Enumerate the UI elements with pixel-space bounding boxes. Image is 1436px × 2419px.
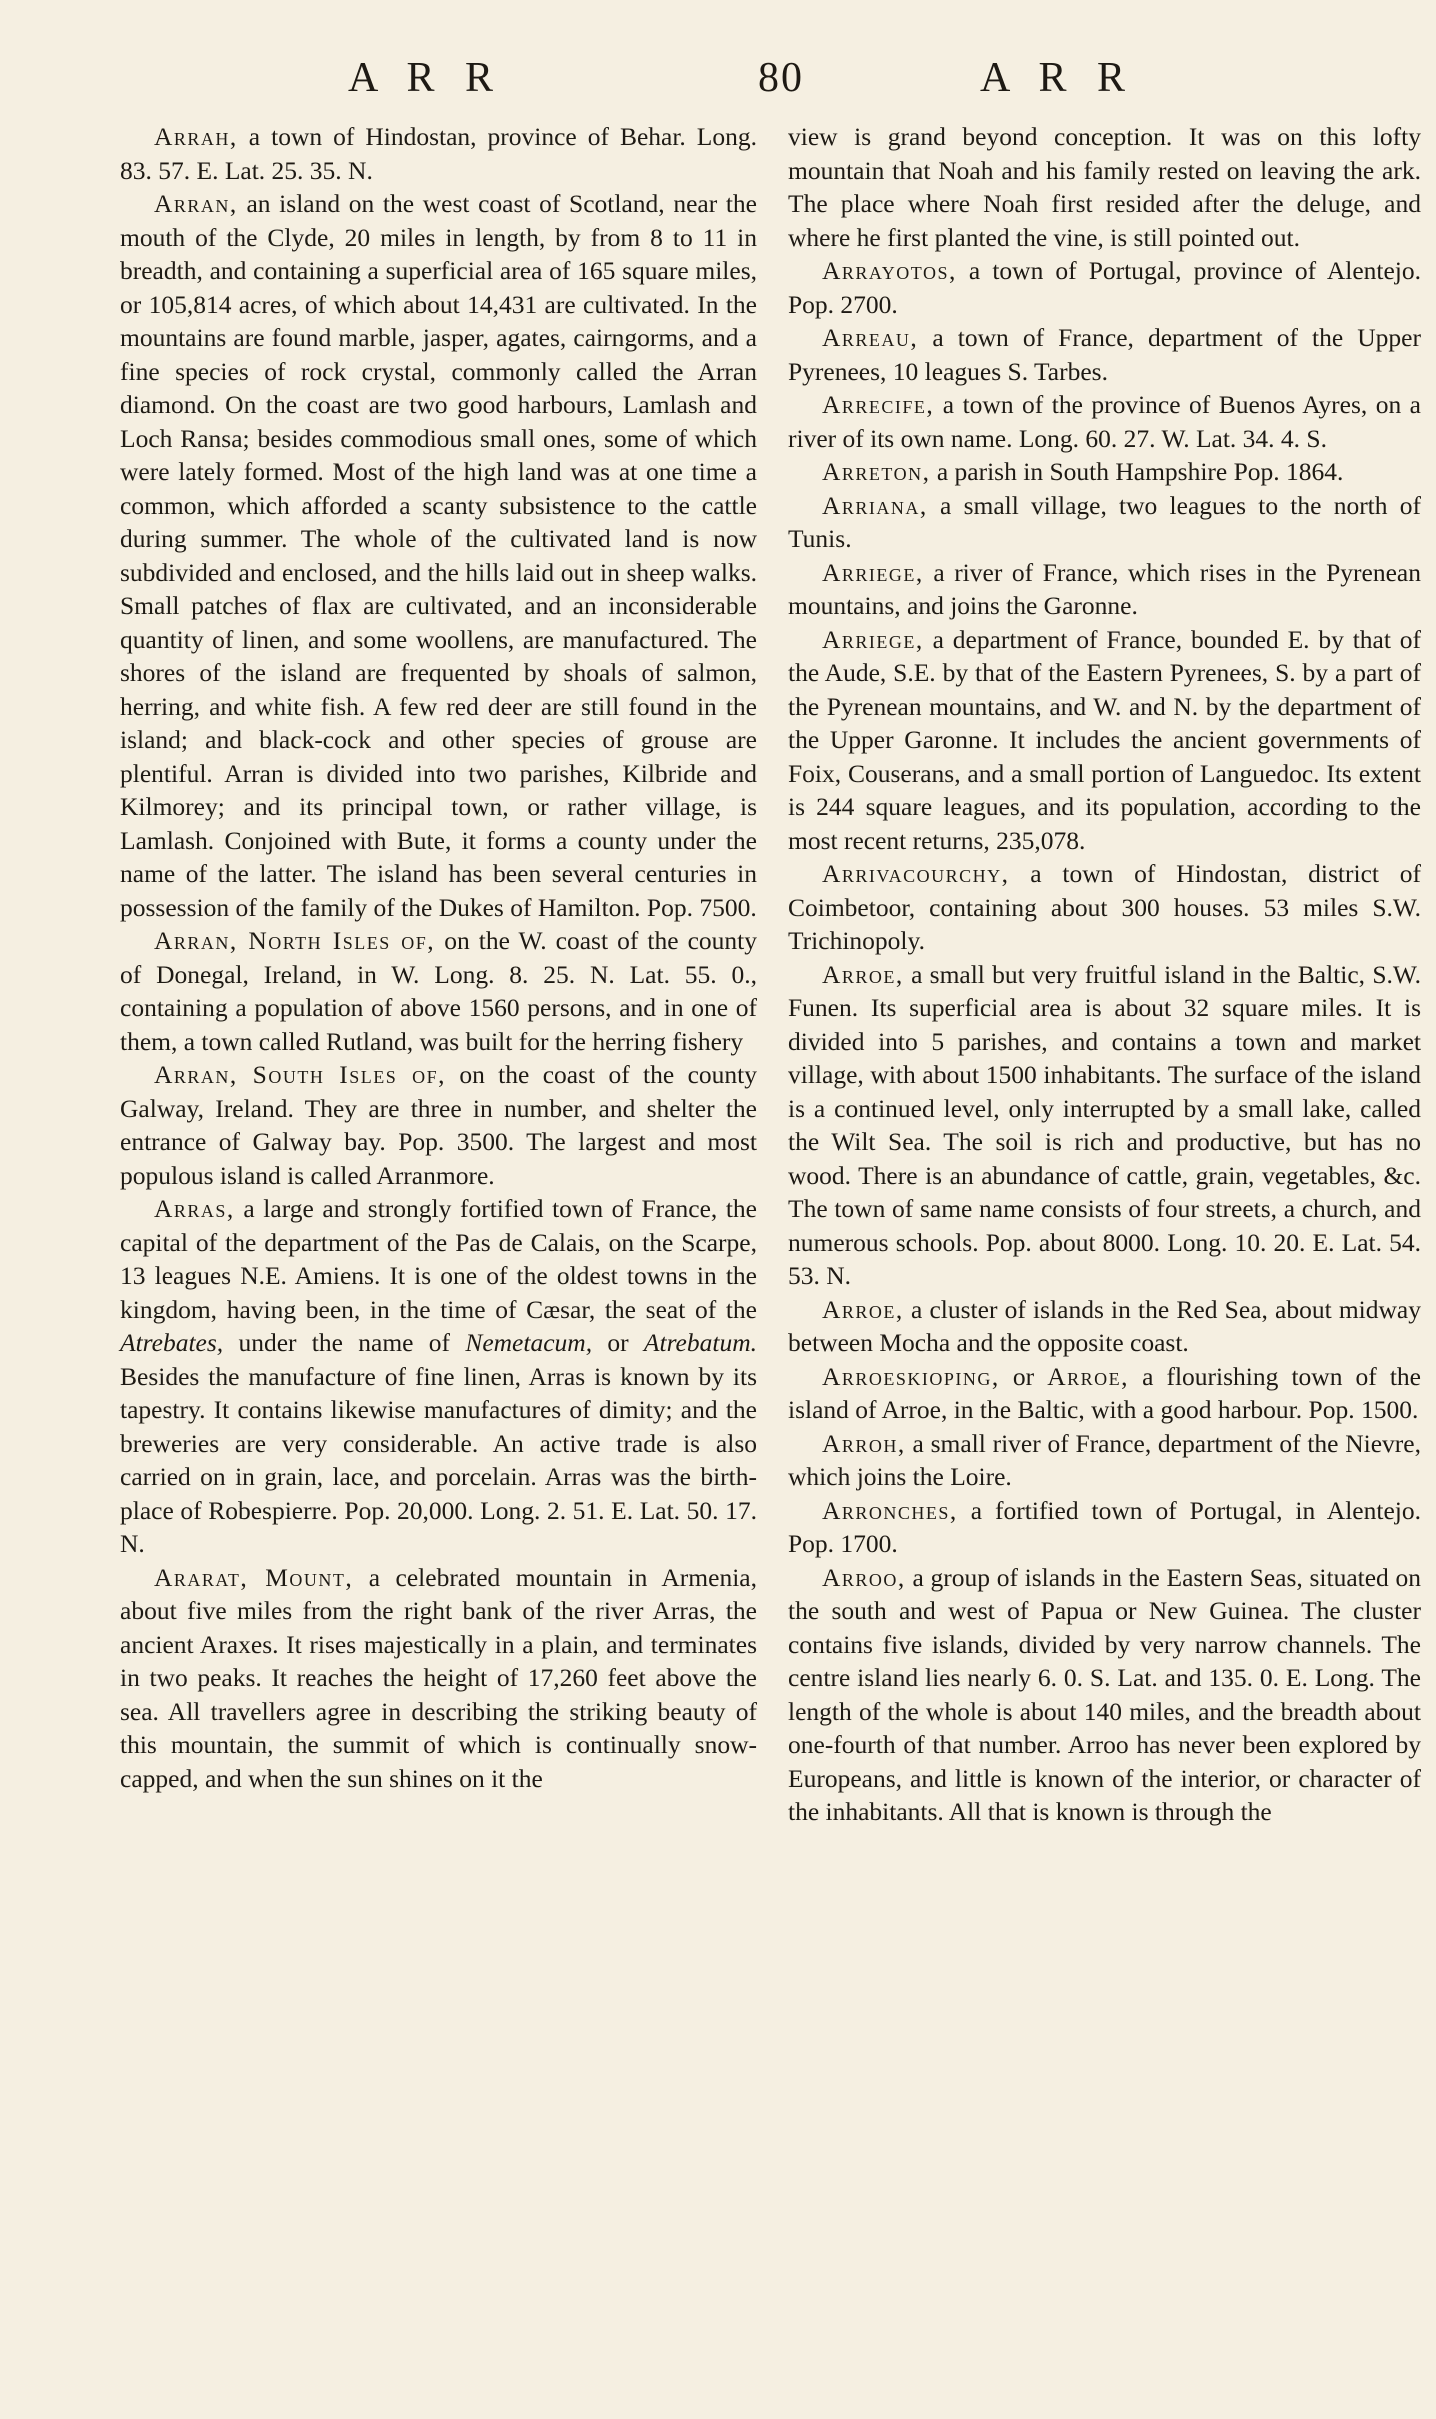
gazetteer-entry xyxy=(788,958,1421,1293)
entry-headword: Arriege, xyxy=(822,624,924,654)
entry-headword: Arran, xyxy=(154,189,238,218)
entry-text: a town of the province of Buenos Ayres, on a river of its own name. Long. 60. 27. W. Lat. 34. 4. S. xyxy=(788,390,1421,453)
entry-headword: Arrivacourchy, xyxy=(822,859,1010,888)
cross-reference-name: Arroe, xyxy=(1047,1361,1129,1391)
entry-headword: Arrayotos, xyxy=(822,256,957,285)
entry-text: a flourishing town of the island of Arroe, in the Baltic, with a good harbour. Pop. 1500. xyxy=(788,1361,1421,1424)
gazetteer-entry xyxy=(788,489,1421,556)
gazetteer-entry xyxy=(788,857,1421,958)
page-number: 80 xyxy=(758,55,804,101)
italic-latin-name: Atrebatum. xyxy=(643,1328,757,1357)
entry-text: a department of France, bounded E. by that of the Aude, S.E. by that of the Eastern Pyrenees, S. by a part of the Pyrenean mountains, and W. and N. by the department of the Upper Garonne. It includes the ancient governments of Foix, Couserans, and a small portion of Languedoc. Its extent is 244 square leagues, and its population, according to the most recent returns, 235,078. xyxy=(788,624,1421,855)
entry-text: under the name of xyxy=(223,1328,466,1357)
entry-headword: Arran, South Isles of, xyxy=(154,1060,446,1089)
entry-text: a town of Hindostan, province of Behar. Long. 83. 57. E. Lat. 25. 35. N. xyxy=(120,122,757,185)
right-column xyxy=(788,120,1421,1829)
entry-text: a river of France, which rises in the Pyrenean mountains, and joins the Garonne. xyxy=(788,557,1421,620)
gazetteer-entry xyxy=(788,321,1421,388)
entry-text: a small river of France, department of the Nievre, which joins the Loire. xyxy=(788,1428,1421,1491)
gazetteer-entry xyxy=(788,1427,1421,1494)
entry-text: or xyxy=(592,1328,644,1357)
left-column xyxy=(120,120,757,1795)
entry-text: view is grand beyond conception. It was on this lofty mountain that Noah and his family rested on leaving the ark. The place where Noah first resided after the deluge, and where he first planted the vine, is still pointed out. xyxy=(788,122,1421,252)
entry-text: a celebrated mountain in Armenia, about five miles from the right bank of the river Arras, the ancient Araxes. It rises majestically in a plain, and terminates in two peaks. It reaches the height of 17,260 feet above the sea. All travellers agree in describing the striking beauty of this mountain, the summit of which is continually snow-capped, and when the sun shines on it the xyxy=(120,1562,757,1793)
entry-headword: Arreau, xyxy=(822,323,919,352)
entry-text: a group of islands in the Eastern Seas, situated on the south and west of Papua or New Guinea. The cluster contains five islands, divided by very narrow channels. The centre island lies nearly 6. 0. S. Lat. and 135. 0. E. Long. The length of the whole is about 140 miles, and the breadth about one-fourth of that number. Arroo has never been explored by Europeans, and little is known of the interior, or character of the inhabitants. All that is known is through the xyxy=(788,1562,1421,1826)
entry-text: a cluster of islands in the Red Sea, about midway between Mocha and the opposite coast. xyxy=(788,1294,1421,1357)
gazetteer-entry xyxy=(788,1293,1421,1360)
header-right-guideword: A R R xyxy=(980,55,1136,101)
entry-headword: Arroh, xyxy=(822,1428,906,1458)
entry-headword: Arroeskioping, xyxy=(822,1361,1000,1391)
entry-headword: Arroe, xyxy=(822,1294,904,1324)
entry-headword: Arriege, xyxy=(822,557,924,587)
italic-latin-name: Atrebates, xyxy=(120,1328,224,1357)
entry-text: or xyxy=(999,1361,1048,1391)
entry-headword: Arriana, xyxy=(822,490,928,520)
entry-text: a small village, two leagues to the north of Tunis. xyxy=(788,490,1421,553)
gazetteer-entry xyxy=(120,1058,757,1192)
gazetteer-entry xyxy=(788,455,1421,489)
header-left-guideword: A R R xyxy=(348,55,504,101)
gazetteer-entry xyxy=(788,623,1421,858)
running-header xyxy=(0,54,1436,114)
gazetteer-entry xyxy=(788,1494,1421,1561)
gazetteer-entry xyxy=(788,254,1421,321)
entry-headword: Arras, xyxy=(154,1194,235,1223)
entry-text: a small but very fruitful island in the Baltic, S.W. Funen. Its superficial area is about 32 square miles. It is divided into 5 parishes, and contains a town and market village, with about 1500 inhabitants. The surface of the island is a continued level, only interrupted by a small lake, called the Wilt Sea. The soil is rich and productive, but has no wood. There is an abundance of cattle, grain, vegetables, &c. The town of same name consists of four streets, a church, and numerous schools. Pop. about 8000. Long. 10. 20. E. Lat. 54. 53. N. xyxy=(788,959,1421,1290)
gazetteer-entry xyxy=(788,1360,1421,1427)
entry-text: an island on the west coast of Scotland, near the mouth of the Clyde, 20 miles in length, by from 8 to 11 in breadth, and containing a superficial area of 165 square miles, or 105,814 acres, of which about 14,431 are cultivated. In the mountains are found marble, jasper, agates, cairngorms, and a fine species of rock crystal, commonly called the Arran diamond. On the coast are two good harbours, Lamlash and Loch Ransa; besides commodious small ones, some of which were lately formed. Most of the high land was at one time a common, which afforded a scanty subsistence to the cattle during summer. The whole of the cultivated land is now subdivided and enclosed, and the hills laid out in sheep walks. Small patches of flax are cultivated, and an inconsiderable quantity of linen, and some woollens, are manufactured. The shores of the island are frequented by shoals of salmon, herring, and white fish. A few red deer are still found in the island; and black-cock and other species of grouse are plentiful. Arran is divided into two parishes, Kilbride and Kilmorey; and its principal town, or rather village, is Lamlash. Conjoined with Bute, it forms a county under the name of the latter. The island has been several centuries in possession of the family of the Dukes of Hamilton. Pop. 7500. xyxy=(120,189,757,922)
gazetteer-entry xyxy=(120,924,757,1058)
entry-text: a parish in South Hampshire Pop. 1864. xyxy=(930,457,1344,486)
entry-text: on the coast of the county Galway, Ireland. They are three in number, and shelter the entrance of Galway bay. Pop. 3500. The largest and most populous island is called Arranmore. xyxy=(120,1060,757,1190)
entry-text: a fortified town of Portugal, in Alentejo. Pop. 1700. xyxy=(788,1495,1421,1558)
entry-text: Besides the manufacture of fine linen, Arras is known by its tapestry. It contains likewise manufactures of dimity; and the breweries are very considerable. An active trade is also carried on in grain, lace, and porcelain. Arras was the birth-place of Robespierre. Pop. 20,000. Long. 2. 51. E. Lat. 50. 17. N. xyxy=(120,1361,757,1558)
entry-text: a town of Hindostan, district of Coimbetoor, containing about 300 houses. 53 miles S.W. Trichinopoly. xyxy=(788,859,1421,955)
gazetteer-entry xyxy=(788,556,1421,623)
entry-headword: Arrecife, xyxy=(822,390,935,419)
entry-headword: Arroe, xyxy=(822,959,904,989)
entry-headword: Arran, North Isles of, xyxy=(154,926,436,955)
gazetteer-entry xyxy=(120,1192,757,1561)
entry-headword: Arroo, xyxy=(822,1562,906,1592)
gazetteer-entry xyxy=(788,1561,1421,1829)
entry-headword: Arronches, xyxy=(822,1495,958,1525)
gazetteer-entry xyxy=(120,120,757,187)
italic-latin-name: Nemetacum, xyxy=(465,1328,593,1357)
entry-text: a town of Portugal, province of Alentejo. Pop. 2700. xyxy=(788,256,1421,319)
entry-headword: Arreton, xyxy=(822,457,931,486)
gazetteer-entry xyxy=(120,187,757,924)
gazetteer-entry xyxy=(120,1561,757,1796)
entry-text: a town of France, department of the Upper Pyrenees, 10 leagues S. Tarbes. xyxy=(788,323,1421,386)
gazetteer-entry xyxy=(788,388,1421,455)
entry-headword: Ararat, Mount, xyxy=(154,1562,354,1592)
entry-text: a large and strongly fortified town of France, the capital of the department of the Pas de Calais, on the Scarpe, 13 leagues N.E. Amiens. It is one of the oldest towns in the kingdom, having been, in the time of Cæsar, the seat of the xyxy=(120,1194,757,1324)
entry-text: on the W. coast of the county of Donegal, Ireland, in W. Long. 8. 25. N. Lat. 55. 0., containing a population of above 1560 persons, and in one of them, a town called Rutland, was built for the herring fishery xyxy=(120,926,757,1056)
entry-headword: Arrah, xyxy=(154,122,238,151)
gazetteer-entry xyxy=(788,120,1421,254)
